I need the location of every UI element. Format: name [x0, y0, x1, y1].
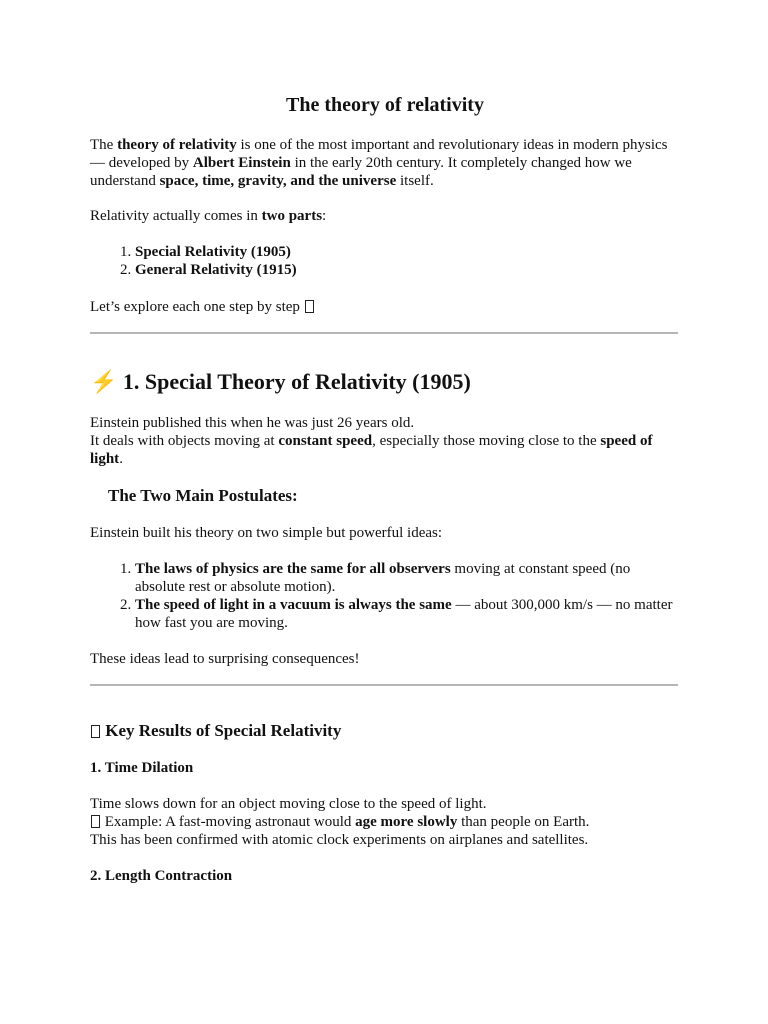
special-relativity-heading	[90, 369, 680, 395]
consequences-line: These ideas lead to surprising consequences!	[90, 651, 360, 667]
time-dilation-line-3: This has been confirmed with atomic clock experiments on airplanes and satellites.	[90, 832, 589, 848]
list-item	[135, 261, 680, 279]
divider	[90, 684, 678, 686]
part-general: General Relativity (1915)	[135, 262, 297, 278]
length-contraction-heading: 2. Length Contraction	[90, 868, 233, 884]
list-item	[135, 560, 680, 596]
lightning-icon: ⚡	[90, 369, 118, 394]
special-paragraph	[90, 414, 680, 468]
postulate-text: moving at constant speed (no absolute rest or absolute motion).	[135, 561, 631, 595]
intro-paragraph	[90, 136, 680, 190]
time-dilation-text: than people on Earth.	[457, 814, 590, 830]
time-dilation-bold: age more slowly	[355, 814, 458, 830]
emoji-placeholder-icon	[305, 300, 314, 313]
special-text: , especially those moving close to the	[372, 433, 601, 449]
parts-list	[90, 243, 680, 279]
time-dilation-line-1: Time slows down for an object moving close to the speed of light.	[90, 796, 487, 812]
special-text: .	[119, 451, 123, 467]
list-item	[135, 596, 680, 632]
document-title: The theory of relativity	[286, 94, 484, 116]
list-item	[135, 243, 680, 261]
postulate-text: — about 300,000 km/s — no matter how fast you are moving.	[135, 597, 673, 631]
divider	[90, 332, 678, 334]
intro-text: The	[90, 137, 118, 153]
special-text: It deals with objects moving at	[90, 433, 279, 449]
key-results-heading	[90, 721, 680, 741]
postulates-intro: Einstein built his theory on two simple but powerful ideas:	[90, 525, 443, 541]
postulate-bold: The laws of physics are the same for all observers	[135, 561, 451, 577]
time-dilation-heading: 1. Time Dilation	[90, 760, 194, 776]
special-bold: speed of light	[90, 433, 653, 467]
part-special: Special Relativity (1905)	[135, 244, 291, 260]
emoji-placeholder-icon	[91, 815, 100, 828]
intro-text: is one of the most important and revolutionary ideas in modern physics — developed by	[90, 137, 668, 171]
parts-intro-bold: two parts	[261, 208, 323, 224]
time-dilation-text: Example: A fast-moving astronaut would	[104, 814, 356, 830]
postulates-heading: The Two Main Postulates:	[108, 486, 298, 505]
parts-intro	[90, 207, 680, 225]
intro-text: in the early 20th century. It completely changed how we understand	[90, 155, 632, 189]
postulate-bold: The speed of light in a vacuum is always the same	[135, 597, 452, 613]
explore-text: Let’s explore each one step by step	[90, 299, 300, 315]
time-dilation-paragraph	[90, 795, 680, 849]
intro-text: itself.	[396, 173, 434, 189]
emoji-placeholder-icon	[91, 725, 100, 738]
intro-bold-name: Albert Einstein	[192, 155, 291, 171]
special-line-1: Einstein published this when he was just 26 years old.	[90, 415, 415, 431]
intro-bold-term: theory of relativity	[117, 137, 237, 153]
special-bold: constant speed	[278, 433, 373, 449]
parts-intro-text: Relativity actually comes in	[90, 208, 262, 224]
intro-bold-phrase: space, time, gravity, and the universe	[159, 173, 397, 189]
key-results-heading-text: Key Results of Special Relativity	[105, 721, 342, 740]
special-heading-text: 1. Special Theory of Relativity (1905)	[122, 369, 471, 394]
explore-line	[90, 298, 680, 316]
parts-intro-text: :	[322, 208, 327, 224]
postulates-list	[90, 560, 680, 632]
